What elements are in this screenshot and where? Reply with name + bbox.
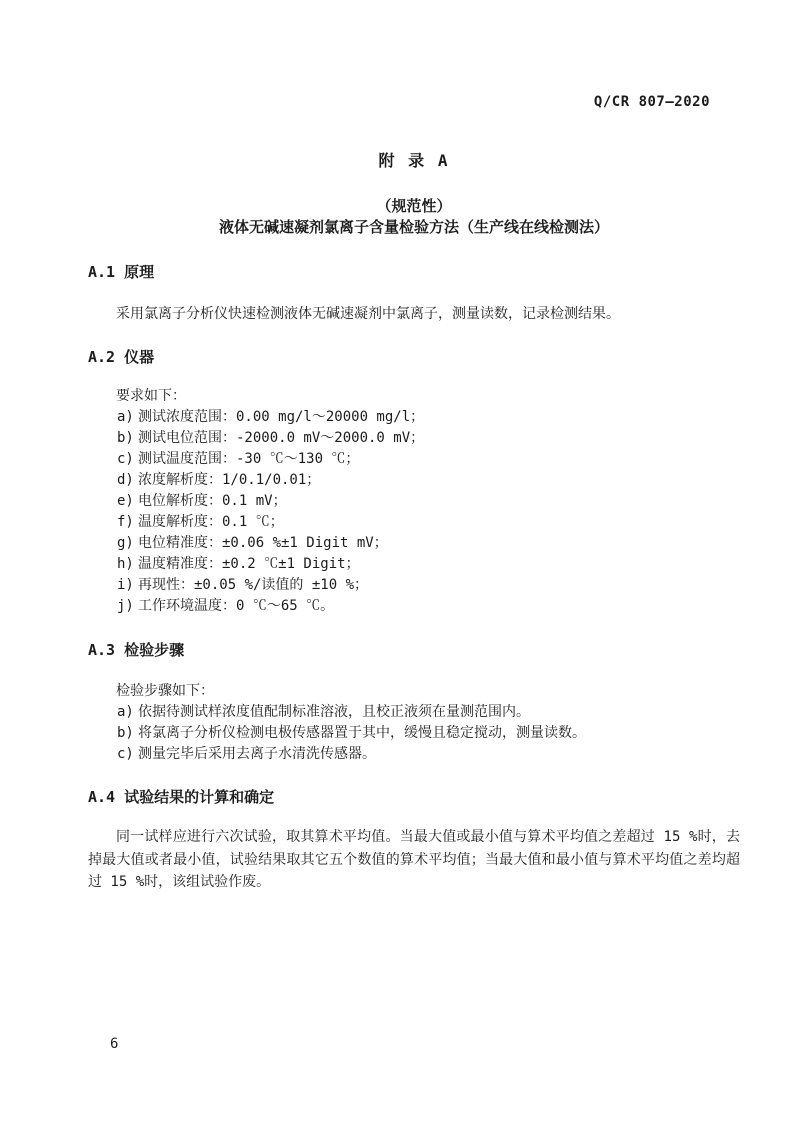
list-item	[88, 407, 740, 428]
item-text: 工作环境温度：0 ℃～65 ℃。	[138, 598, 335, 614]
list-item	[88, 512, 740, 533]
item-text: 温度精准度：±0.2 ℃±1 Digit；	[138, 556, 360, 572]
item-text: 测量完毕后采用去离子水清洗传感器。	[138, 746, 376, 762]
item-label: g)	[117, 535, 134, 551]
list-item	[88, 596, 740, 617]
appendix-title: 附 录 A	[378, 151, 450, 170]
instrument-requirements-list	[88, 407, 740, 617]
item-label: a)	[117, 704, 134, 720]
list-item	[88, 491, 740, 512]
item-text: 依据待测试样浓度值配制标准溶液，且校正液须在量测范围内。	[138, 704, 530, 720]
item-label: i)	[117, 577, 134, 593]
item-label: a)	[117, 409, 134, 425]
section-body-a4: 同一试样应进行六次试验，取其算术平均值。当最大值或最小值与算术平均值之差超过 15 %时，去掉最大值或者最小值，试验结果取其它五个数值的算术平均值；当最大值和最小值与算术平均值之差均超过 15 %时，该组试验作废。	[88, 829, 740, 890]
item-text: 再现性：±0.05 %/读值的 ±10 %；	[138, 577, 369, 593]
list-item	[88, 702, 740, 723]
section-heading-a1: A.1 原理	[88, 263, 155, 281]
list-item	[88, 744, 740, 765]
item-text: 测试浓度范围：0.00 mg/l～20000 mg/l；	[138, 409, 425, 425]
section-heading-a3: A.3 检验步骤	[88, 641, 185, 659]
item-label: b)	[117, 430, 134, 446]
doc-code-header: Q/CR 807—2020	[593, 94, 710, 110]
item-label: h)	[117, 556, 134, 572]
item-label: e)	[117, 493, 134, 509]
section-intro-a2: 要求如下：	[116, 388, 186, 404]
item-label: c)	[117, 746, 134, 762]
list-item	[88, 575, 740, 596]
list-item	[88, 554, 740, 575]
list-item	[88, 449, 740, 470]
section-body-a1: 采用氯离子分析仪快速检测液体无碱速凝剂中氯离子，测量读数，记录检测结果。	[116, 306, 620, 322]
item-text: 电位解析度：0.1 mV；	[138, 493, 287, 509]
section-heading-a4: A.4 试验结果的计算和确定	[88, 788, 275, 806]
item-text: 将氯离子分析仪检测电极传感器置于其中，缓慢且稳定搅动，测量读数。	[138, 725, 586, 741]
list-item	[88, 723, 740, 744]
item-text: 浓度解析度：1/0.1/0.01；	[138, 472, 321, 488]
item-text: 温度解析度：0.1 ℃；	[138, 514, 284, 530]
method-title: 液体无碱速凝剂氯离子含量检验方法（生产线在线检测法）	[218, 218, 609, 236]
page-number: 6	[110, 1036, 119, 1052]
item-label: j)	[117, 598, 134, 614]
normative-label: （规范性）	[376, 197, 452, 215]
item-label: b)	[117, 725, 134, 741]
list-item	[88, 470, 740, 491]
item-label: f)	[117, 514, 134, 530]
item-text: 测试温度范围：-30 ℃～130 ℃；	[138, 451, 360, 467]
appendix-subtitle-block	[88, 196, 740, 238]
item-text: 电位精准度：±0.06 %±1 Digit mV；	[138, 535, 388, 551]
section-intro-a3: 检验步骤如下：	[116, 683, 214, 699]
item-text: 测试电位范围：-2000.0 mV～2000.0 mV；	[138, 430, 425, 446]
item-label: d)	[117, 472, 134, 488]
list-item	[88, 533, 740, 554]
section-heading-a2: A.2 仪器	[88, 348, 155, 366]
list-item	[88, 428, 740, 449]
item-label: c)	[117, 451, 134, 467]
test-steps-list	[88, 702, 740, 765]
